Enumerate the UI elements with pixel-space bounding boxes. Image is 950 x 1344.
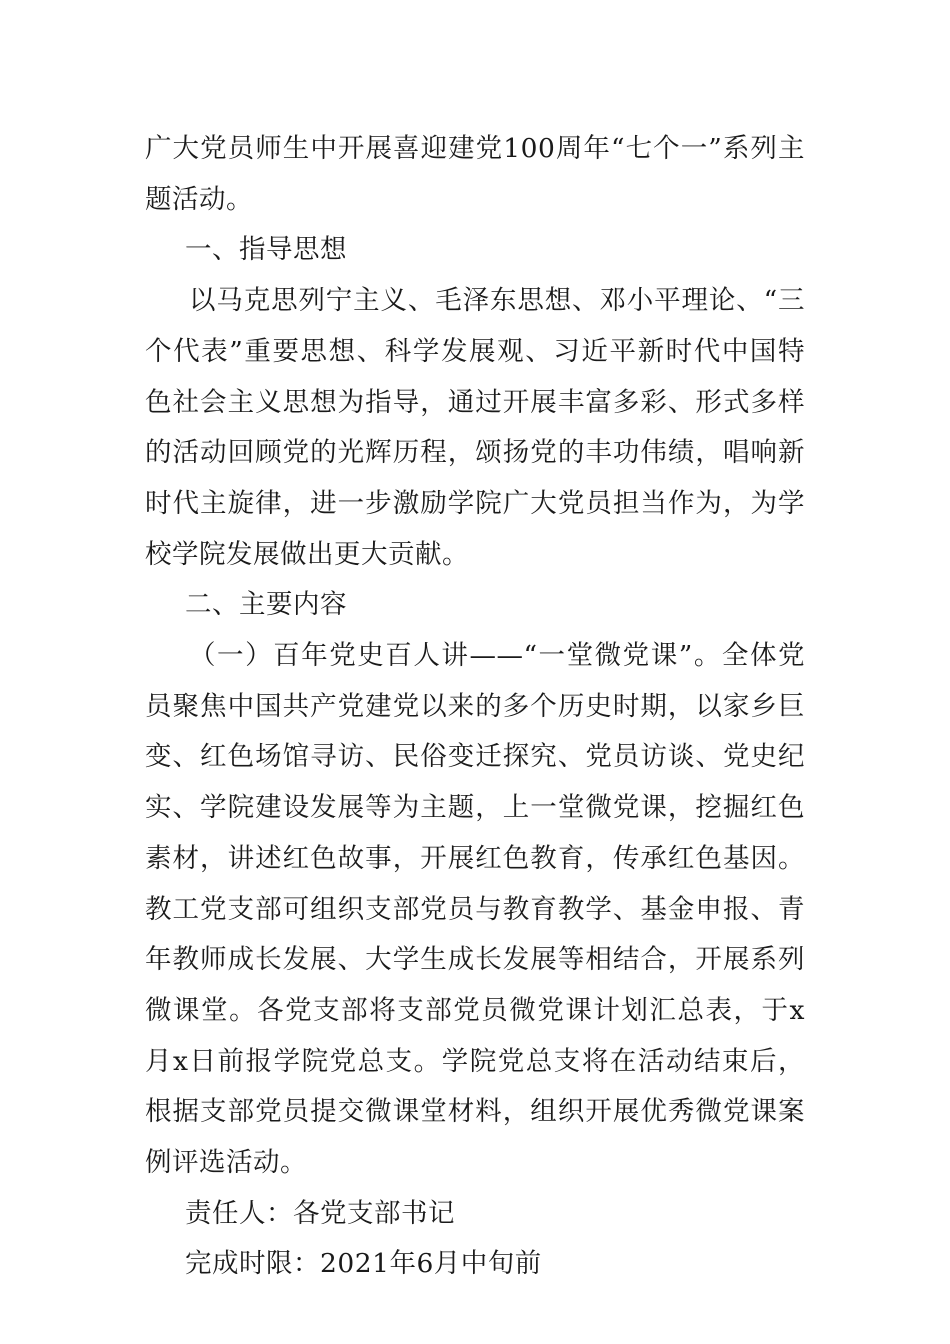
section-heading-main-content: 二、主要内容	[185, 589, 347, 621]
deadline-line: 完成时限：2021年6月中旬前	[185, 1248, 542, 1280]
intro-paragraph: 广大党员师生中开展喜迎建党100周年“七个一”系列主题活动。	[145, 133, 805, 215]
document-body	[145, 124, 805, 1290]
section-heading-guiding-thought: 一、指导思想	[185, 234, 347, 266]
guiding-thought-paragraph: 以马克思列宁主义、毛泽东思想、邓小平理论、“三个代表”重要思想、科学发展观、习近平新时代中国特色社会主义思想为指导，通过开展丰富多彩、形式多样的活动回顾党的光辉历程，颂扬党的丰功伟绩，唱响新时代主旋律，进一步激励学院广大党员担当作为，为学校学院发展做出更大贡献。	[145, 285, 805, 570]
responsible-person-line: 责任人：各党支部书记	[185, 1197, 455, 1229]
content-item-micro-party-lesson: （一）百年党史百人讲——“一堂微党课”。全体党员聚焦中国共产党建党以来的多个历史时期，以家乡巨变、红色场馆寻访、民俗变迁探究、党员访谈、党史纪实、学院建设发展等为主题，上一堂微党课，挖掘红色素材，讲述红色故事，开展红色教育，传承红色基因。教工党支部可组织支部党员与教育教学、基金申报、青年教师成长发展、大学生成长发展等相结合，开展系列微课堂。各党支部将支部党员微党课计划汇总表，于x月x日前报学院党总支。学院党总支将在活动结束后，根据支部党员提交微课堂材料，组织开展优秀微党课案例评选活动。	[145, 640, 805, 1179]
